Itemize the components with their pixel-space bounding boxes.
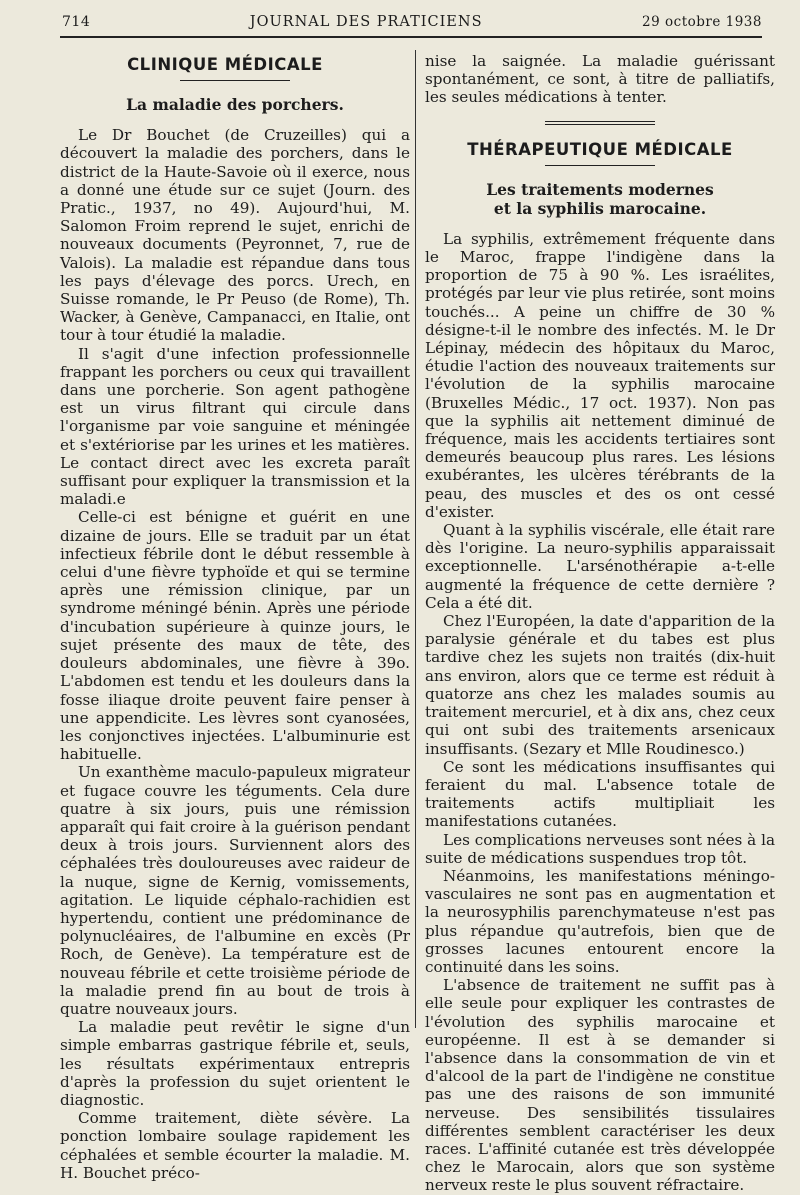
page-header (62, 14, 762, 36)
paragraph: L'absence de traitement ne suffit pas à elle seule pour expliquer les contrastes de l'évolution des syphilis marocaine et européenne. Il est à se demander si l'absence dans la consommation de vin et d'alcool de la part de l'indigène ne constitue pas une des raisons de son immunité nerveuse. Des sensibilités tissulaires différentes semblent caractériser les deux races. L'affinité cutanée est très développée chez le Marocain, alors que son système nerveux reste le plus souvent réfractaire. (425, 976, 775, 1195)
article-title-syphilis (425, 180, 775, 218)
section-title-clinique: CLINIQUE MÉDICALE (127, 55, 323, 74)
article-title-line: Les traitements modernes (486, 179, 714, 199)
journal-title: JOURNAL DES PRATICIENS (249, 14, 483, 30)
right-column (425, 52, 775, 1195)
section-title-therapeutique: THÉRAPEUTIQUE MÉDICALE (467, 139, 733, 159)
section-rule (545, 165, 655, 166)
column-divider (415, 50, 416, 1028)
paragraph: La maladie peut revêtir le signe d'un simple embarras gastrique fébrile et, seuls, les résultats expérimentaux entrepris d'après la profession du sujet orientent le diagnostic. (60, 1018, 410, 1109)
paragraph: La syphilis, extrêmement fréquente dans le Maroc, frappe l'indigène dans la proportion de 75 à 90 %. Les israélites, protégés par leur vie plus retirée, sont moins touchés... A peine un chiffre de 30 % désigne-t-il le nombre des infectés. M. le Dr Lépinay, médecin des hôpitaux du Maroc, étudie l'action des nouveaux traitements sur l'évolution de la syphilis marocaine (Bruxelles Médic., 17 oct. 1937). Non pas que la syphilis ait nettement diminué de fréquence, mais les accidents tertiaires sont demeurés beaucoup plus rares. Les lésions exubérantes, les ulcères térébrants de la peau, des muscles et des os ont cessé d'exister. (425, 229, 775, 521)
continued-paragraph: nise la saignée. La maladie guérissant spontanément, ce sont, à titre de palliatifs, les seules médications à tenter. (425, 52, 775, 107)
paragraph: Il s'agit d'une infection professionnelle frappant les porchers ou ceux qui travaillent dans une porcherie. Son agent pathogène est un virus filtrant qui circule dans l'organisme par voie sanguine et méningée et s'extériorise par les urines et les matières. Le contact direct avec les excreta paraît suffisant pour expliquer la transmission et la maladi.e (60, 344, 410, 509)
page-number: 714 (62, 14, 91, 30)
paragraph: Quant à la syphilis viscérale, elle était rare dès l'origine. La neuro-syphilis apparaissait exceptionnelle. L'arsénothérapie a-t-elle augmenté la fréquence de cette dernière ? Cela a été dit. (425, 521, 775, 612)
paragraph: Comme traitement, diète sévère. La ponction lombaire soulage rapidement les céphalées et semble écourter la maladie. M. H. Bouchet préco- (60, 1109, 410, 1182)
paragraph: Celle-ci est bénigne et guérit en une dizaine de jours. Elle se traduit par un état infectieux fébrile dont le début ressemble à celui d'une fièvre typhoïde et qui se termine après une rémission clinique, par un syndrome méningé bénin. Après une période d'incubation supérieure à quinze jours, le sujet présente des maux de tête, des douleurs abdominales, une fièvre à 39o. L'abdomen est tendu et les douleurs dans la fosse iliaque droite peuvent faire penser à une appendicite. Les lèvres sont cyanosées, les conjonctives injectées. L'albuminurie est habituelle. (60, 508, 410, 764)
article-separator (545, 121, 655, 125)
issue-date: 29 octobre 1938 (642, 14, 762, 30)
header-rule (60, 36, 762, 38)
paragraph: Les complications nerveuses sont nées à la suite de médications suspendues trop tôt. (425, 830, 775, 867)
section-rule (180, 80, 290, 81)
article-title-porchers: La maladie des porchers. (126, 95, 344, 115)
paragraph: Le Dr Bouchet (de Cruzeilles) qui a découvert la maladie des porchers, dans le district de la Haute-Savoie où il exerce, nous a donné une étude sur ce sujet (Journ. des Pratic., 1937, no 49). Aujourd'hui, M. Salomon Froim reprend le sujet, enrichi de nouveaux documents (Peyronnet, 7, rue de Valois). La maladie est répandue dans tous les pays d'élevage des porcs. Urech, en Suisse romande, le Pr Peuso (de Rome), Th. Wacker, à Genève, Campanacci, en Italie, ont tour à tour étudié la maladie. (60, 126, 410, 345)
paragraph: Chez l'Européen, la date d'apparition de la paralysie générale et du tabes est plus tardive chez les sujets non traités (dix-huit ans environ, alors que ce terme est réduit à quatorze ans chez les malades soumis au traitement mercuriel, et à dix ans, chez ceux qui ont subi des traitements arsenicaux insuffisants. (Sezary et Mlle Roudinesco.) (425, 612, 775, 758)
left-column (60, 50, 410, 1182)
article-title-line: et la syphilis marocaine. (493, 198, 707, 218)
paragraph: Ce sont les médications insuffisantes qui feraient du mal. L'absence totale de traitements actifs multipliait les manifestations cutanées. (425, 757, 775, 831)
paragraph: Un exanthème maculo-papuleux migrateur et fugace couvre les téguments. Cela dure quatre à six jours, puis une rémission apparaît qui fait croire à la guérison pendant deux à trois jours. Surviennent alors des céphalées très douloureuses avec raideur de la nuque, signe de Kernig, vomissements, agitation. Le liquide céphalo-rachidien est hypertendu, contient une prédominance de polynucléaires, de l'albumine en excès (Pr Roch, de Genève). La température est de nouveau fébrile et cette troisième période de la maladie prend fin au bout de trois à quatre nouveaux jours. (60, 763, 410, 1018)
paragraph: Néanmoins, les manifestations méningo-vasculaires ne sont pas en augmentation et la neurosyphilis parenchymateuse n'est pas plus répandue qu'autrefois, bien que de grosses lacunes entourent encore la continuité dans les soins. (425, 866, 775, 976)
